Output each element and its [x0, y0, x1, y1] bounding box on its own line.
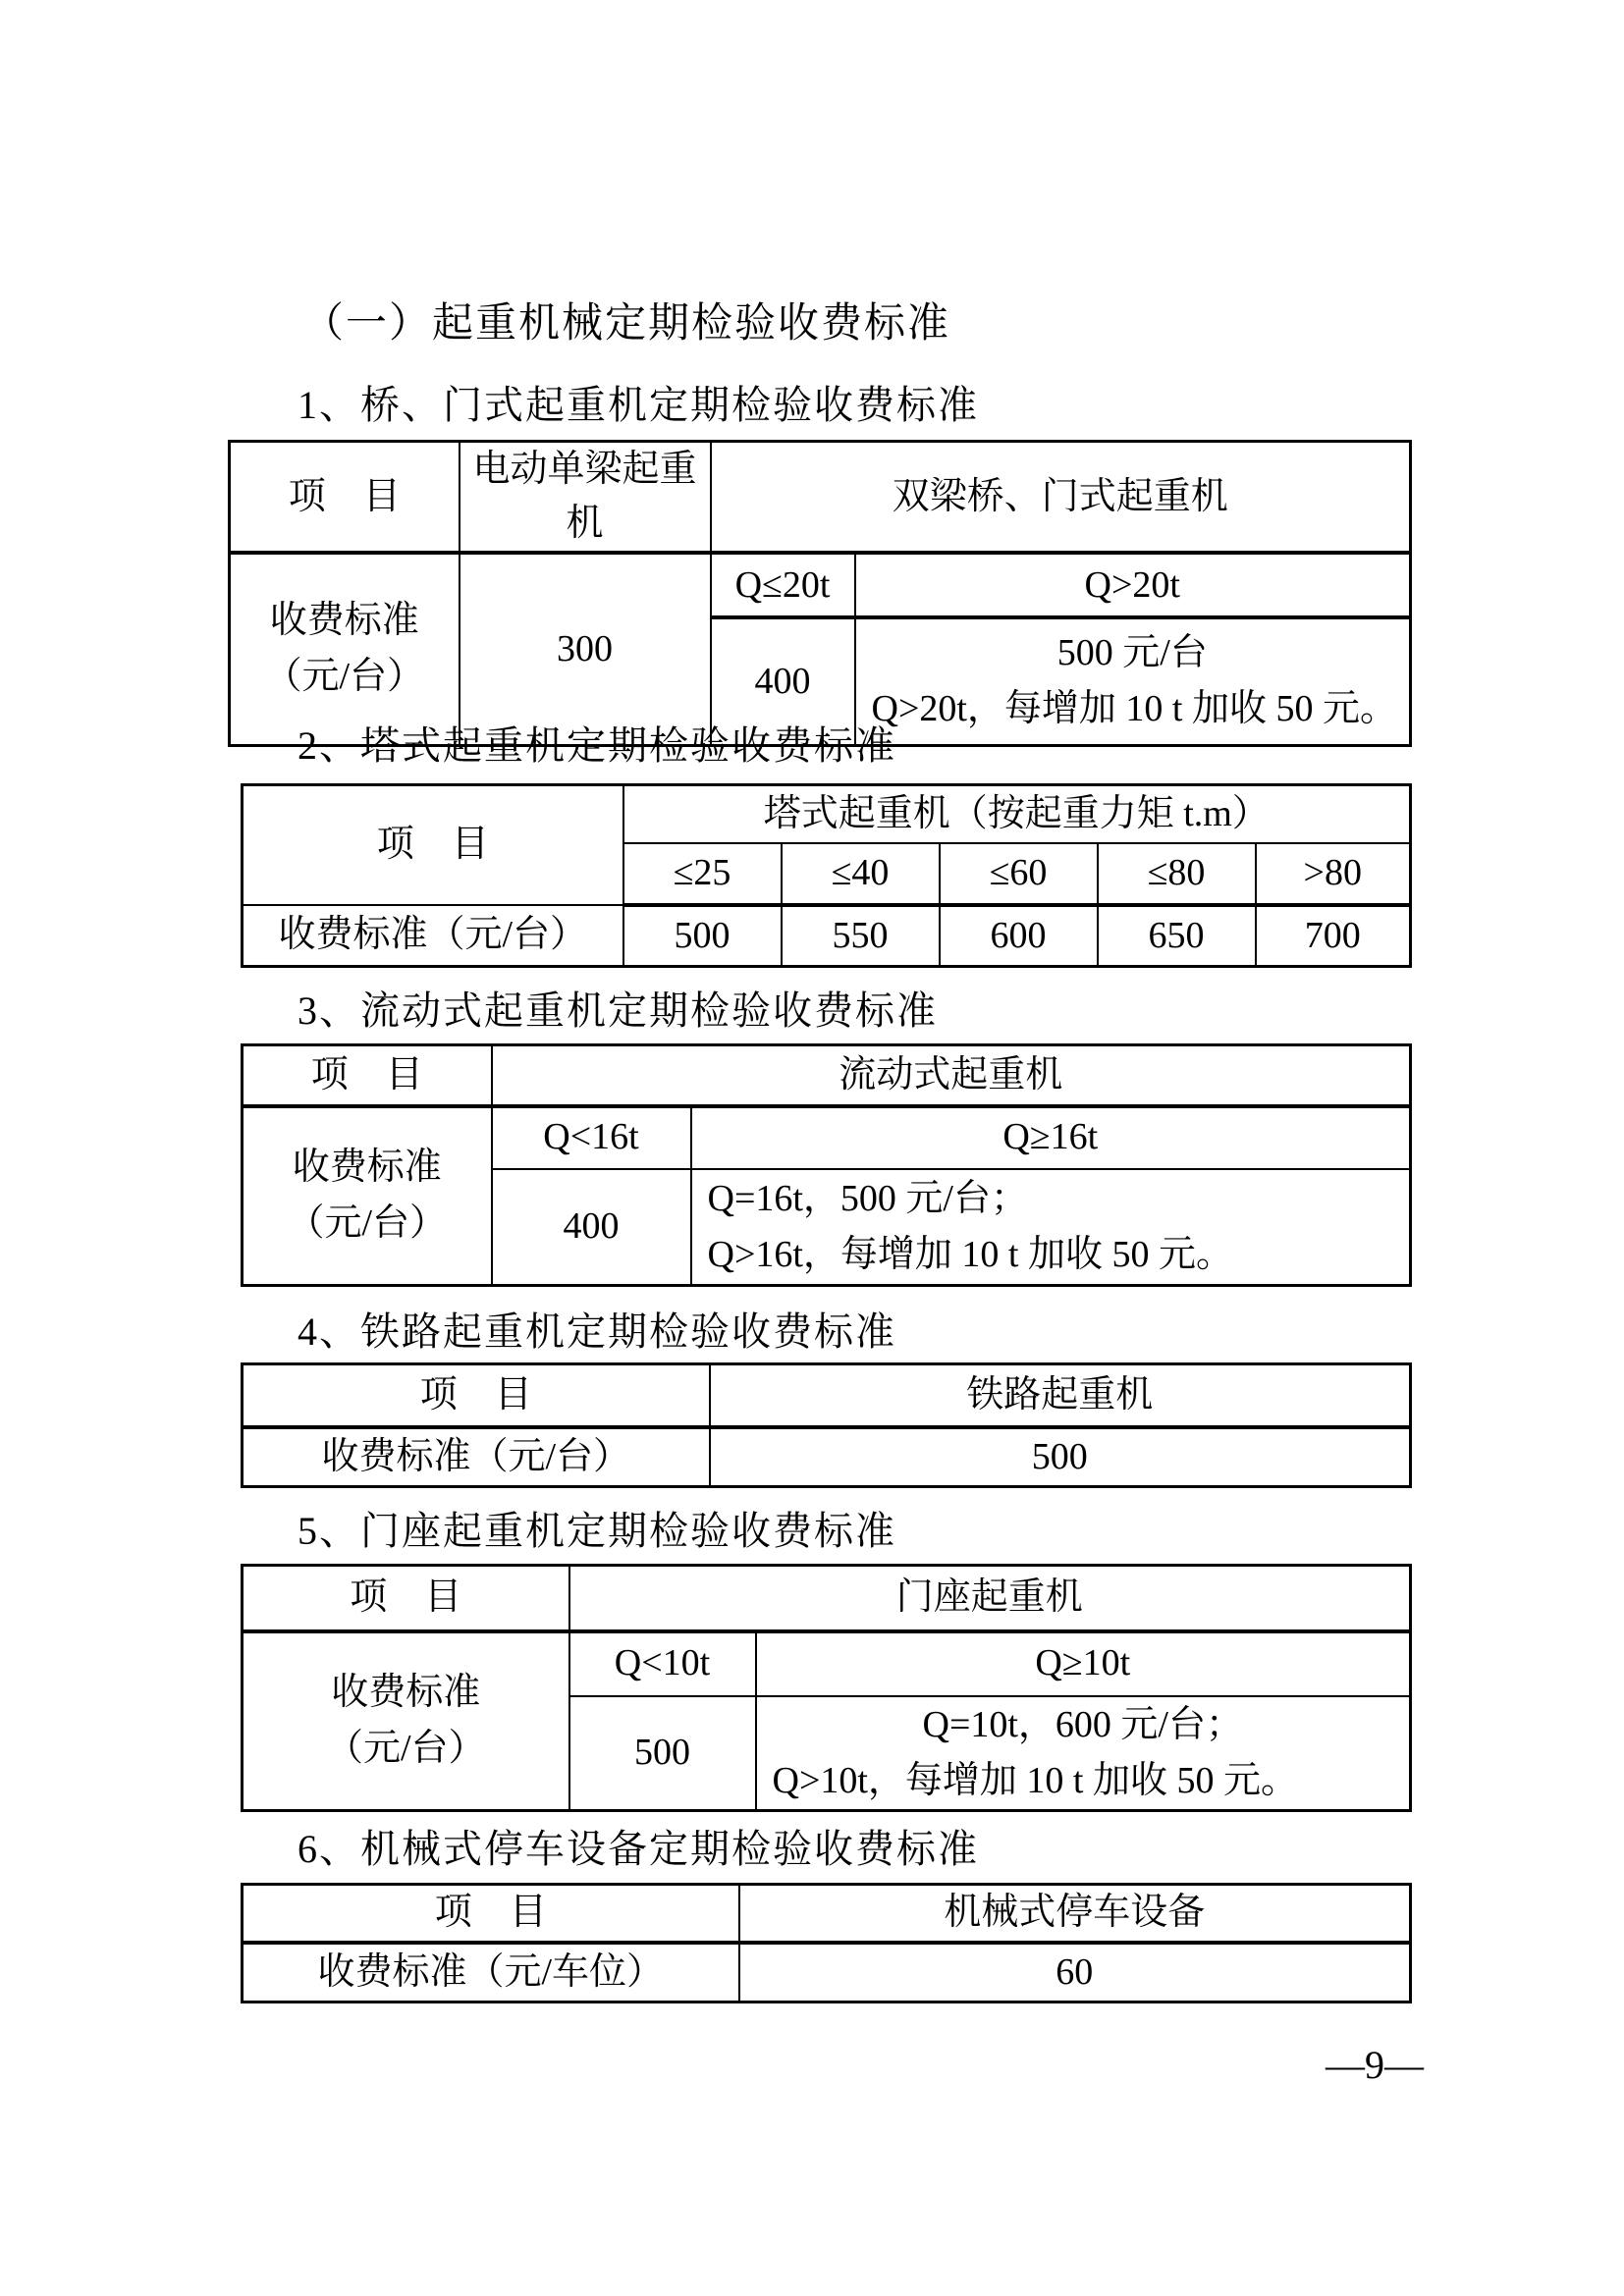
t5-q-lt-10-fee-cell: 500 — [569, 1696, 756, 1811]
t3-q-ge-16-fee-line2: Q>16t，每增加 10 t 加收 50 元。 — [707, 1233, 1233, 1275]
section2-heading: 2、塔式起重机定期检验收费标准 — [298, 723, 896, 768]
t1-q-le-20-header-cell: Q≤20t — [711, 553, 855, 617]
table-mobile-crane — [241, 1043, 1412, 1287]
t5-q-ge-10-fee-cell — [756, 1696, 1411, 1811]
t5-fee-label-line1: 收费标准 — [331, 1672, 481, 1713]
t4-item-header-cell: 项 目 — [243, 1364, 710, 1427]
table-tower-crane — [241, 783, 1412, 968]
t2-col-le40-cell: ≤40 — [782, 843, 940, 905]
t4-group-header-cell: 铁路起重机 — [710, 1364, 1411, 1427]
t2-item-header-cell: 项 目 — [243, 785, 623, 905]
t4-fee-label-cell: 收费标准（元/台） — [243, 1427, 710, 1487]
t5-item-header-cell: 项 目 — [243, 1566, 569, 1631]
t1-q-gt-20-header-cell: Q>20t — [855, 553, 1411, 617]
t2-fee-label-cell: 收费标准（元/台） — [243, 905, 623, 967]
t3-q-ge-16-header-cell: Q≥16t — [691, 1106, 1411, 1169]
t1-q-gt-20-fee-line1: 500 元/台 — [1056, 632, 1208, 674]
t3-item-header-cell: 项 目 — [243, 1045, 492, 1106]
t6-item-header-cell: 项 目 — [243, 1885, 739, 1943]
section3-heading: 3、流动式起重机定期检验收费标准 — [298, 988, 938, 1033]
t3-q-ge-16-fee-line1: Q=16t，500 元/台； — [707, 1177, 1028, 1219]
table-railway-crane — [241, 1362, 1412, 1488]
t5-q-ge-10-fee-line2: Q>10t，每增加 10 t 加收 50 元。 — [772, 1759, 1298, 1801]
t1-double-beam-header-cell: 双梁桥、门式起重机 — [711, 442, 1411, 554]
t6-fee-label-cell: 收费标准（元/车位） — [243, 1943, 739, 2002]
t2-fee-le60-cell: 600 — [940, 905, 1098, 967]
t3-fee-label-cell — [243, 1106, 492, 1286]
t5-q-ge-10-header-cell: Q≥10t — [756, 1631, 1411, 1696]
t3-group-header-cell: 流动式起重机 — [492, 1045, 1411, 1106]
t4-fee-cell: 500 — [710, 1427, 1411, 1487]
t2-col-le60-cell: ≤60 — [940, 843, 1098, 905]
t2-fee-le25-cell: 500 — [623, 905, 782, 967]
t2-col-le25-cell: ≤25 — [623, 843, 782, 905]
t1-single-beam-fee-cell: 300 — [460, 553, 711, 745]
page-number: —9— — [1326, 2043, 1424, 2087]
t2-group-header-cell: 塔式起重机（按起重力矩 t.m） — [623, 785, 1411, 843]
table-bridge-gantry-crane — [228, 440, 1412, 747]
t6-fee-cell: 60 — [739, 1943, 1411, 2002]
t3-fee-label-line2: （元/台） — [287, 1202, 448, 1245]
t3-q-ge-16-fee-cell — [691, 1169, 1411, 1286]
section1-heading: 1、桥、门式起重机定期检验收费标准 — [298, 383, 979, 427]
t1-q-gt-20-fee-line2: Q>20t，每增加 10 t 加收 50 元。 — [871, 688, 1397, 730]
t5-fee-label-line2: （元/台） — [325, 1728, 486, 1769]
t5-group-header-cell: 门座起重机 — [569, 1566, 1411, 1631]
t2-fee-gt80-cell: 700 — [1256, 905, 1411, 967]
table-mechanical-parking — [241, 1883, 1412, 2003]
t3-q-lt-16-header-cell: Q<16t — [492, 1106, 691, 1169]
t5-q-ge-10-fee-line1: Q=10t，600 元/台； — [922, 1703, 1243, 1745]
t2-col-gt80-cell: >80 — [1256, 843, 1411, 905]
t1-q-le-20-fee-cell: 400 — [711, 617, 855, 745]
t1-fee-label-line1: 收费标准 — [269, 600, 419, 642]
section4-heading: 4、铁路起重机定期检验收费标准 — [298, 1309, 896, 1354]
section6-heading: 6、机械式停车设备定期检验收费标准 — [298, 1827, 979, 1871]
t1-fee-label-line2: （元/台） — [264, 656, 425, 698]
t2-fee-le80-cell: 650 — [1098, 905, 1256, 967]
t3-fee-label-line1: 收费标准 — [292, 1147, 442, 1189]
t1-q-gt-20-fee-cell — [855, 617, 1411, 745]
t5-fee-label-cell — [243, 1631, 569, 1811]
t1-single-beam-header-cell: 电动单梁起重机 — [460, 442, 711, 554]
t2-col-le80-cell: ≤80 — [1098, 843, 1256, 905]
t1-item-header-cell: 项 目 — [230, 442, 460, 554]
section5-heading: 5、门座起重机定期检验收费标准 — [298, 1509, 896, 1553]
table-portal-crane — [241, 1564, 1412, 1812]
t5-q-lt-10-header-cell: Q<10t — [569, 1631, 756, 1696]
page-title: （一）起重机械定期检验收费标准 — [302, 301, 951, 347]
t6-group-header-cell: 机械式停车设备 — [739, 1885, 1411, 1943]
t3-q-lt-16-fee-cell: 400 — [492, 1169, 691, 1286]
t2-fee-le40-cell: 550 — [782, 905, 940, 967]
